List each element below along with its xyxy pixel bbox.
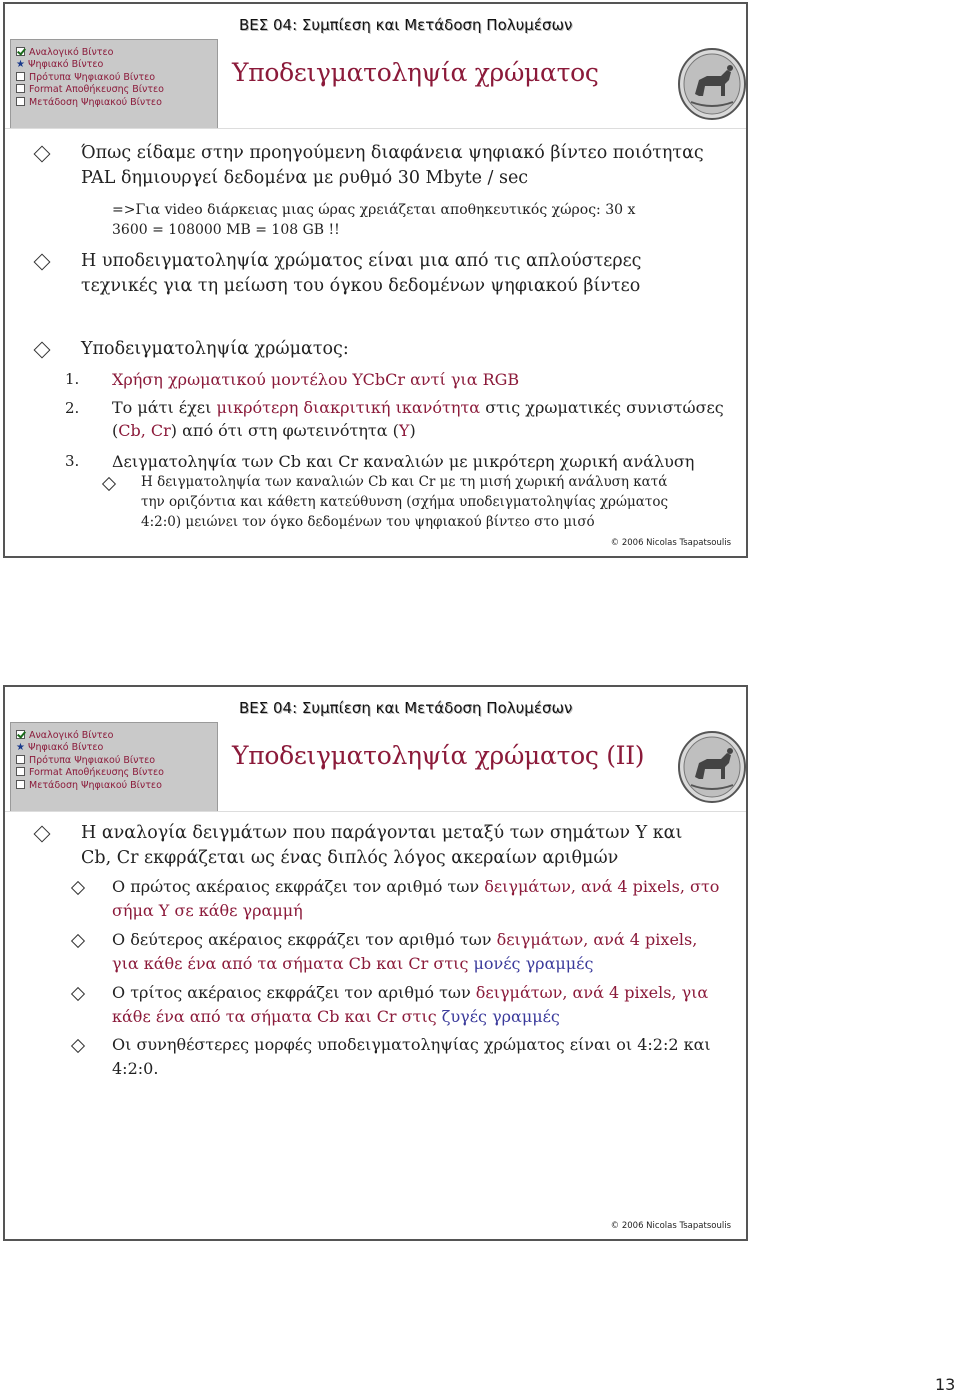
nav-item-digital-video-standards: Πρότυπα Ψηφιακού Βίντεο (16, 72, 217, 84)
diamond-bullet-icon (71, 934, 85, 948)
list-item-eye-resolution: Το μάτι έχει μικρότερη διακριτική ικανότητα στις χρωματικές συνιστώσες (Cb, Cr) από ότι στη φωτεινότητα (Y) (112, 398, 724, 440)
topic-nav (10, 39, 218, 129)
bullet-first-integer: Ο πρώτος ακέραιος εκφράζει τον αριθμό των δειγμάτων, ανά 4 pixels, στο σήμα Y σε κάθε γραμμή (112, 877, 720, 920)
course-title: ΒΕΣ 04: Συμπίεση και Μετάδοση Πολυμέσων (239, 699, 573, 717)
diamond-bullet-icon (34, 146, 51, 163)
diamond-bullet-icon (34, 342, 51, 359)
diamond-bullet-icon (71, 987, 85, 1001)
list-number: 3. (65, 452, 80, 470)
coin-logo-icon (677, 46, 747, 121)
list-number: 2. (65, 399, 80, 417)
empty-box-icon (16, 780, 25, 789)
checked-box-icon (16, 47, 25, 56)
empty-box-icon (16, 755, 25, 764)
nav-item-digital-video: ★ Ψηφιακό Βίντεο (16, 59, 104, 71)
star-icon: ★ (16, 59, 25, 71)
checked-box-icon (16, 730, 25, 739)
paragraph-half-resolution: Η δειγματοληψία των καναλιών Cb και Cr με τη μισή χωρική ανάλυση κατά την οριζόντια και κάθετη κατεύθυνση (σχήμα υποδειγματοληψίας χρώματος 4:2:0) μειώνει τον όγκο δεδομένων του ψηφιακού βίντεο στο μισό (141, 474, 669, 530)
diamond-bullet-icon (102, 477, 116, 491)
slide-1 (3, 2, 748, 558)
diamond-bullet-icon (71, 881, 85, 895)
header-divider (5, 128, 746, 129)
bullet-third-integer: Ο τρίτος ακέραιος εκφράζει τον αριθμό των δειγμάτων, ανά 4 pixels, για κάθε ένα από τα σήματα Cb και Cr στις ζυγές γραμμές (112, 983, 709, 1026)
coin-logo-icon (677, 729, 747, 804)
page-number: 13 (935, 1375, 956, 1394)
header-divider (5, 811, 746, 812)
slide-title: Υποδειγματοληψία χρώματος (232, 58, 599, 87)
paragraph-subsampling-intro: Η υποδειγματοληψία χρώματος είναι μια από τις απλούστερες τεχνικές για τη μείωση του όγκου δεδομένων ψηφιακού βίντεο (81, 251, 642, 296)
paragraph-sample-ratio: Η αναλογία δειγμάτων που παράγονται μεταξύ των σημάτων Y και Cb, Cr εκφράζεται ως ένας διπλός λόγος ακεραίων αριθμών (81, 823, 683, 868)
paragraph-pal-rate: Όπως είδαμε στην προηγούμενη διαφάνεια ψηφιακό βίντεο ποιότητας PAL δημιουργεί δεδομένα με ρυθμό 30 Mbyte / sec (81, 143, 704, 188)
diamond-bullet-icon (34, 826, 51, 843)
list-number: 1. (65, 370, 80, 388)
copyright-footer: © 2006 Nicolas Tsapatsoulis (610, 538, 731, 548)
empty-box-icon (16, 97, 25, 106)
nav-item-analog-video: Αναλογικό Βίντεο (16, 730, 217, 742)
star-icon: ★ (16, 742, 25, 754)
diamond-bullet-icon (34, 254, 51, 271)
nav-item-analog-video: Αναλογικό Βίντεο (16, 47, 217, 59)
diamond-bullet-icon (71, 1039, 85, 1053)
slide-title: Υποδειγματοληψία χρώματος (ΙΙ) (232, 741, 645, 770)
empty-box-icon (16, 767, 25, 776)
storage-calculation: =>Για video διάρκειας μιας ώρας χρειάζεται αποθηκευτικός χώρος: 30 x 3600 = 108000 MB = 108 GB !! (112, 202, 636, 238)
topic-nav (10, 722, 218, 812)
list-item-cb-cr-sampling: Δειγματοληψία των Cb και Cr καναλιών με μικρότερη χωρική ανάλυση (112, 452, 695, 471)
bullet-common-formats: Οι συνηθέστερες μορφές υποδειγματοληψίας χρώματος είναι οι 4:2:2 και 4:2:0. (112, 1035, 711, 1078)
nav-item-digital-video: ★ Ψηφιακό Βίντεο (16, 742, 104, 754)
empty-box-icon (16, 84, 25, 93)
nav-item-digital-video-transmission: Μετάδοση Ψηφιακού Βίντεο (16, 97, 217, 109)
slide-2 (3, 685, 748, 1241)
nav-item-video-storage-format: Format Αποθήκευσης Βίντεο (16, 767, 217, 779)
empty-box-icon (16, 72, 25, 81)
bullet-second-integer: Ο δεύτερος ακέραιος εκφράζει τον αριθμό των δειγμάτων, ανά 4 pixels, για κάθε ένα από τα σήματα Cb και Cr στις μονές γραμμές (112, 930, 698, 973)
nav-item-video-storage-format: Format Αποθήκευσης Βίντεο (16, 84, 217, 96)
copyright-footer: © 2006 Nicolas Tsapatsoulis (610, 1221, 731, 1231)
course-title: ΒΕΣ 04: Συμπίεση και Μετάδοση Πολυμέσων (239, 16, 573, 34)
paragraph-subsampling-heading: Υποδειγματοληψία χρώματος: (81, 339, 349, 359)
nav-item-digital-video-standards: Πρότυπα Ψηφιακού Βίντεο (16, 755, 217, 767)
nav-item-digital-video-transmission: Μετάδοση Ψηφιακού Βίντεο (16, 780, 217, 792)
list-item-ycbcr: Χρήση χρωματικού μοντέλου YCbCr αντί για RGB (112, 370, 520, 389)
